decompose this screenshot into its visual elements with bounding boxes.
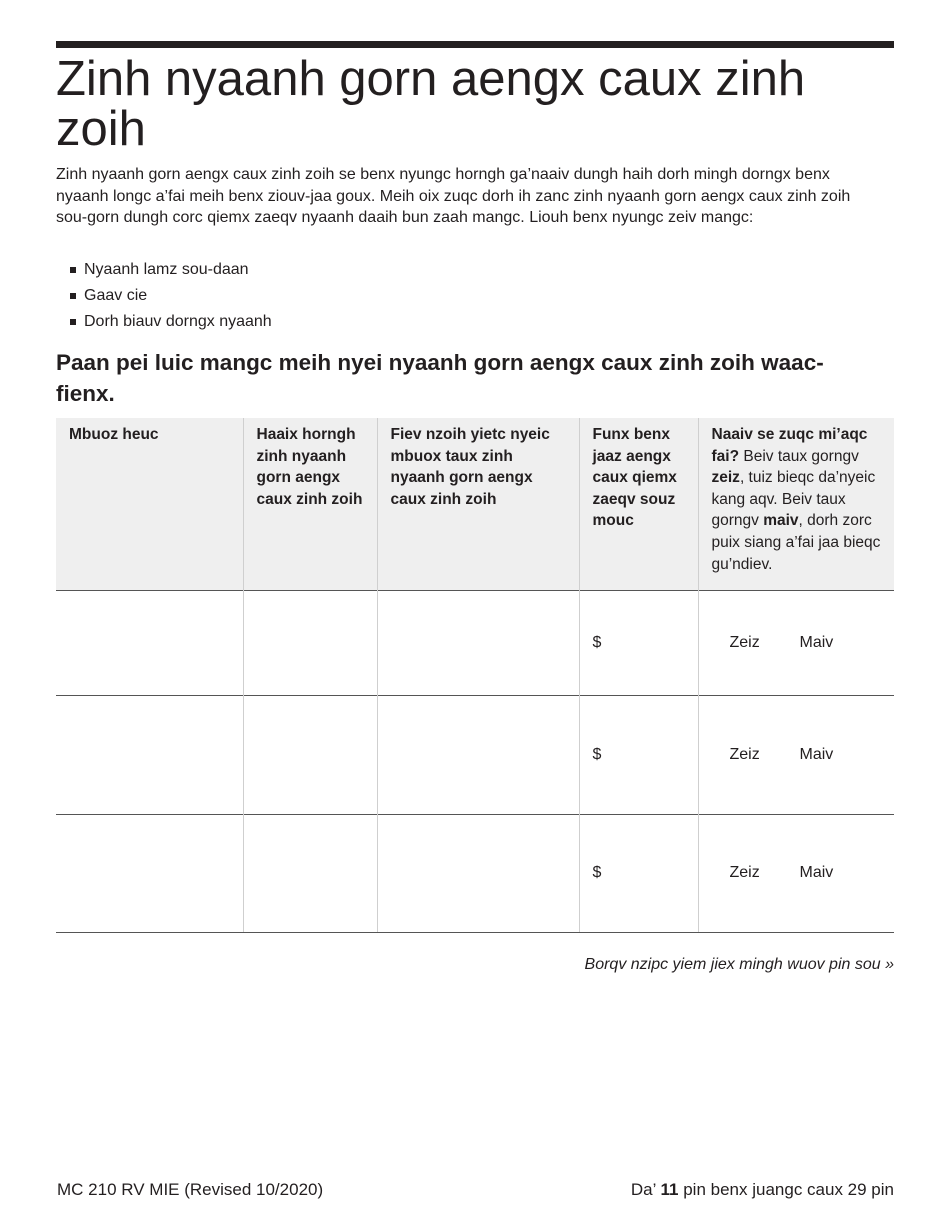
name-cell[interactable] bbox=[56, 695, 243, 814]
table-row bbox=[56, 590, 894, 695]
section-heading: Paan pei luic mangc meih nyei nyaanh gorn aengx caux zinh zoih waac-fienx. bbox=[56, 350, 824, 406]
yes-no-cell bbox=[698, 814, 894, 932]
type-cell[interactable] bbox=[243, 590, 377, 695]
square-bullet-icon bbox=[70, 267, 76, 273]
table-row bbox=[56, 695, 894, 814]
yes-option[interactable]: Zeiz bbox=[729, 864, 760, 881]
form-code: MC 210 RV MIE (Revised 10/2020) bbox=[57, 1180, 324, 1199]
square-bullet-icon bbox=[70, 293, 76, 299]
header-name: Mbuoz heuc bbox=[56, 418, 243, 590]
value-cell[interactable]: $ bbox=[579, 695, 698, 814]
table-row bbox=[56, 814, 894, 932]
no-option[interactable]: Maiv bbox=[799, 633, 834, 651]
list-item: Nyaanh lamz sou-daan bbox=[70, 257, 272, 283]
no-option[interactable]: Maiv bbox=[799, 864, 834, 881]
yes-option[interactable]: Zeiz bbox=[729, 745, 760, 763]
asset-table bbox=[56, 418, 894, 933]
header-reduced: Naaiv se zuqc mi’aqc fai? Beiv taux gorngv zeiz, tuiz bieqc da’nyeic kang aqv. Beiv taux gorngv maiv, dorh zorc puix siang a’fai jaa bieqc gu’ndiev. bbox=[698, 418, 894, 590]
name-cell[interactable] bbox=[56, 814, 243, 932]
list-item: Gaav cie bbox=[70, 283, 272, 309]
yes-option[interactable]: Zeiz bbox=[729, 633, 760, 651]
type-cell[interactable] bbox=[243, 814, 377, 932]
no-option[interactable]: Maiv bbox=[799, 745, 834, 763]
square-bullet-icon bbox=[70, 319, 76, 325]
header-value: Funx benx jaaz aengx caux qiemx zaeqv souz mouc bbox=[579, 418, 698, 590]
bullet-list bbox=[70, 257, 272, 335]
value-cell[interactable]: $ bbox=[579, 590, 698, 695]
list-item: Dorh biauv dorngx nyaanh bbox=[70, 309, 272, 335]
type-cell[interactable] bbox=[243, 695, 377, 814]
institution-cell[interactable] bbox=[377, 814, 579, 932]
intro-paragraph: Zinh nyaanh gorn aengx caux zinh zoih se benx nyungc horngh ga’naaiv dungh haih dorh mingh dorngx benx nyaanh longc a’fai meih benx ziouv-jaa goux. Meih oix zuqc dorh ih zanc zinh nyaanh gorn aengx caux zinh zoih sou-gorn dungh corc qiemx zaeqv nyaanh daaih bun zaah mangc. Liouh benx nyungc zeiv mangc: bbox=[56, 166, 851, 226]
name-cell[interactable] bbox=[56, 590, 243, 695]
header-institution: Fiev nzoih yietc nyeic mbuox taux zinh nyaanh gorn aengx caux zinh zoih bbox=[377, 418, 579, 590]
page-title: Zinh nyaanh gorn aengx caux zinh zoih bbox=[56, 52, 806, 156]
institution-cell[interactable] bbox=[377, 695, 579, 814]
page-number: Da’ 11 pin benx juangc caux 29 pin bbox=[630, 1180, 894, 1199]
top-rule bbox=[56, 41, 894, 48]
institution-cell[interactable] bbox=[377, 590, 579, 695]
table-header-row bbox=[56, 418, 894, 590]
header-type: Haaix horngh zinh nyaanh gorn aengx caux zinh zoih bbox=[243, 418, 377, 590]
yes-no-cell bbox=[698, 695, 894, 814]
yes-no-cell bbox=[698, 590, 894, 695]
continue-note: Borqv nzipc yiem jiex mingh wuov pin sou » bbox=[584, 956, 894, 973]
value-cell[interactable]: $ bbox=[579, 814, 698, 932]
